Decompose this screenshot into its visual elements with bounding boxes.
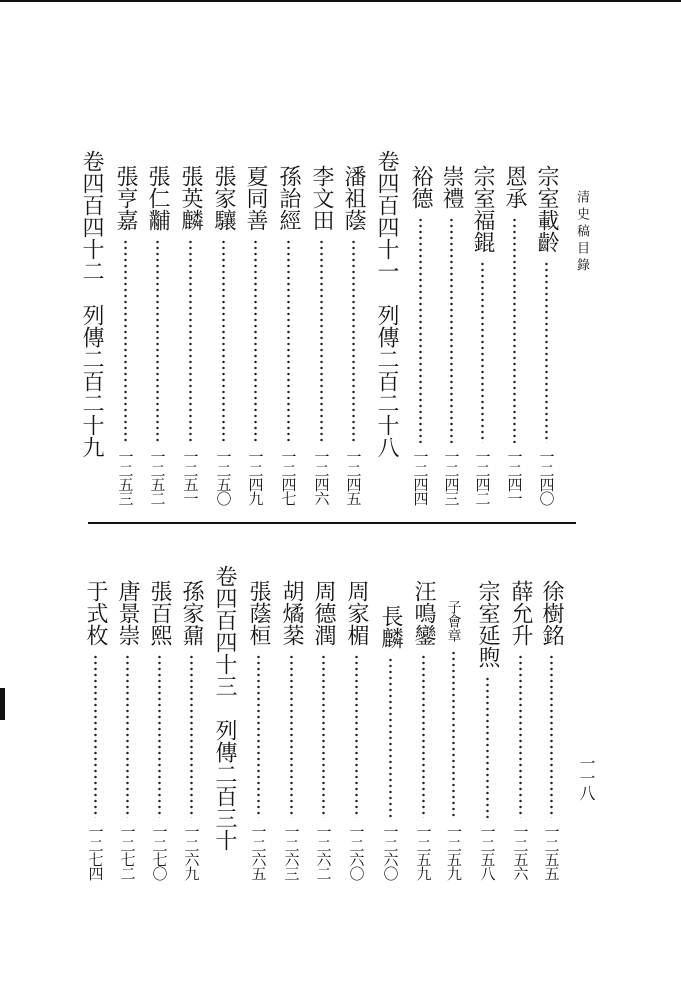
binding-mark — [0, 688, 5, 720]
juan-title: 卷四百四十二 — [79, 150, 104, 282]
entry-name: 薛允升 — [508, 580, 533, 646]
toc-entry — [476, 580, 498, 880]
dot-leader — [254, 239, 257, 443]
entry-page: 一二五一 — [181, 449, 200, 505]
dot-leader — [422, 654, 425, 818]
dot-leader — [287, 239, 290, 443]
toc-entry — [342, 165, 364, 505]
entry-page: 一二四六 — [312, 449, 331, 505]
entry-name: 于式枚 — [83, 580, 108, 646]
entry-page: 一二四九 — [246, 449, 265, 505]
volume-heading — [80, 150, 102, 458]
dot-leader — [513, 217, 516, 443]
entry-name: 周家楣 — [344, 580, 369, 646]
toc-entry — [244, 165, 266, 505]
toc-entry — [179, 165, 201, 505]
entry-name: 胡燏棻 — [279, 580, 304, 646]
entry-page: 一二四七 — [279, 449, 298, 505]
dot-leader — [189, 239, 192, 443]
toc-entry — [409, 165, 431, 505]
entry-page: 一二七四 — [86, 824, 105, 880]
entry-page: 一二五三 — [116, 449, 135, 505]
toc-entry — [345, 580, 367, 880]
toc-entry — [180, 580, 202, 880]
dot-leader — [126, 654, 129, 818]
dot-leader — [352, 239, 355, 443]
entry-name: 孫家鼐 — [179, 580, 204, 646]
entry-page: 一二四二 — [473, 449, 492, 505]
toc-entry — [471, 165, 493, 505]
dot-leader — [124, 239, 127, 443]
toc-entry — [146, 165, 168, 505]
entry-name: 宗室延煦 — [475, 580, 500, 668]
entry-name: 張蔭桓 — [246, 580, 271, 646]
toc-entry — [212, 165, 234, 505]
dot-leader — [222, 239, 225, 443]
toc-entry — [412, 580, 434, 880]
entry-page: 一二四〇 — [537, 449, 556, 505]
toc-entry — [277, 165, 299, 505]
dot-leader — [158, 654, 161, 818]
entry-name: 唐景崇 — [115, 580, 140, 646]
dot-leader — [94, 654, 97, 818]
dot-leader — [419, 217, 422, 443]
toc-entry — [310, 165, 332, 505]
toc-entry-note — [446, 600, 461, 880]
top-border — [0, 0, 681, 2]
entry-name: 長麟 — [378, 605, 403, 649]
dot-leader — [450, 217, 453, 443]
entry-page: 一二四五 — [344, 449, 363, 505]
toc-entry — [312, 580, 334, 880]
entry-name: 宗室福錕 — [470, 165, 495, 253]
entry-name: 汪鳴鑾 — [411, 580, 436, 646]
toc-entry — [379, 605, 401, 880]
entry-page: 一二五二 — [148, 449, 167, 505]
biography-title: 列傳二百三十 — [212, 719, 237, 851]
biography-title: 列傳二百二十九 — [79, 304, 104, 458]
dot-leader — [545, 261, 548, 443]
toc-entry — [440, 165, 462, 505]
toc-entry — [540, 580, 562, 880]
entry-note: 子會章 — [445, 600, 462, 642]
entry-name: 夏同善 — [243, 165, 268, 231]
toc-entry — [280, 580, 302, 880]
entry-page: 一二四四 — [411, 449, 430, 505]
entry-name: 張家驤 — [211, 165, 236, 231]
entry-name: 張百熙 — [147, 580, 172, 646]
register-divider — [88, 522, 576, 524]
entry-page: 一二四三 — [442, 449, 461, 505]
toc-entry — [247, 580, 269, 880]
entry-name: 徐樹銘 — [539, 580, 564, 646]
entry-name: 恩承 — [502, 165, 527, 209]
entry-page: 一二六九 — [182, 824, 201, 880]
entry-page: 一二五八 — [478, 824, 497, 880]
entry-page: 一二五六 — [511, 824, 530, 880]
running-head: 清史稿目錄 — [574, 190, 589, 275]
dot-leader — [190, 654, 193, 818]
entry-name: 周德潤 — [311, 580, 336, 646]
entry-name: 宗室載齡 — [534, 165, 559, 253]
entry-name: 崇禮 — [439, 165, 464, 209]
entry-name: 張亨嘉 — [113, 165, 138, 231]
toc-entry — [503, 165, 525, 505]
dot-leader — [355, 654, 358, 818]
entry-page: 一二五九 — [414, 824, 433, 880]
entry-page: 一二五五 — [542, 824, 561, 880]
dot-leader — [257, 654, 260, 818]
page-number: 一一八 — [577, 755, 596, 800]
entry-page: 一二四一 — [505, 449, 524, 505]
juan-title: 卷四百四十一 — [374, 150, 399, 282]
toc-entry — [535, 165, 557, 505]
entry-name: 張仁黼 — [145, 165, 170, 231]
dot-leader — [481, 261, 484, 443]
entry-page: 一二五九 — [445, 824, 463, 880]
entry-page: 一二六二 — [314, 824, 333, 880]
entry-name: 孫詒經 — [276, 165, 301, 231]
dot-leader — [320, 239, 323, 443]
volume-heading — [213, 565, 235, 851]
entry-name: 李文田 — [309, 165, 334, 231]
dot-leader — [519, 654, 522, 818]
toc-entry — [84, 580, 106, 880]
dot-leader — [389, 657, 392, 818]
dot-leader — [322, 654, 325, 818]
entry-page: 一二六〇 — [381, 824, 400, 880]
juan-title: 卷四百四十三 — [212, 565, 237, 697]
entry-page: 一二七二 — [118, 824, 137, 880]
entry-page: 一二六〇 — [347, 824, 366, 880]
entry-page: 一二七〇 — [150, 824, 169, 880]
entry-page: 一二五〇 — [214, 449, 233, 505]
dot-leader — [452, 650, 455, 818]
dot-leader — [486, 676, 489, 818]
entry-page: 一二六三 — [282, 824, 301, 880]
dot-leader — [156, 239, 159, 443]
toc-entry — [116, 580, 138, 880]
entry-name: 裕德 — [408, 165, 433, 209]
entry-name: 張英麟 — [178, 165, 203, 231]
toc-entry — [509, 580, 531, 880]
dot-leader — [550, 654, 553, 818]
entry-page: 一二六五 — [249, 824, 268, 880]
entry-name: 潘祖蔭 — [341, 165, 366, 231]
toc-entry — [114, 165, 136, 505]
volume-heading — [375, 150, 397, 458]
dot-leader — [290, 654, 293, 818]
toc-entry — [148, 580, 170, 880]
biography-title: 列傳二百二十八 — [374, 304, 399, 458]
